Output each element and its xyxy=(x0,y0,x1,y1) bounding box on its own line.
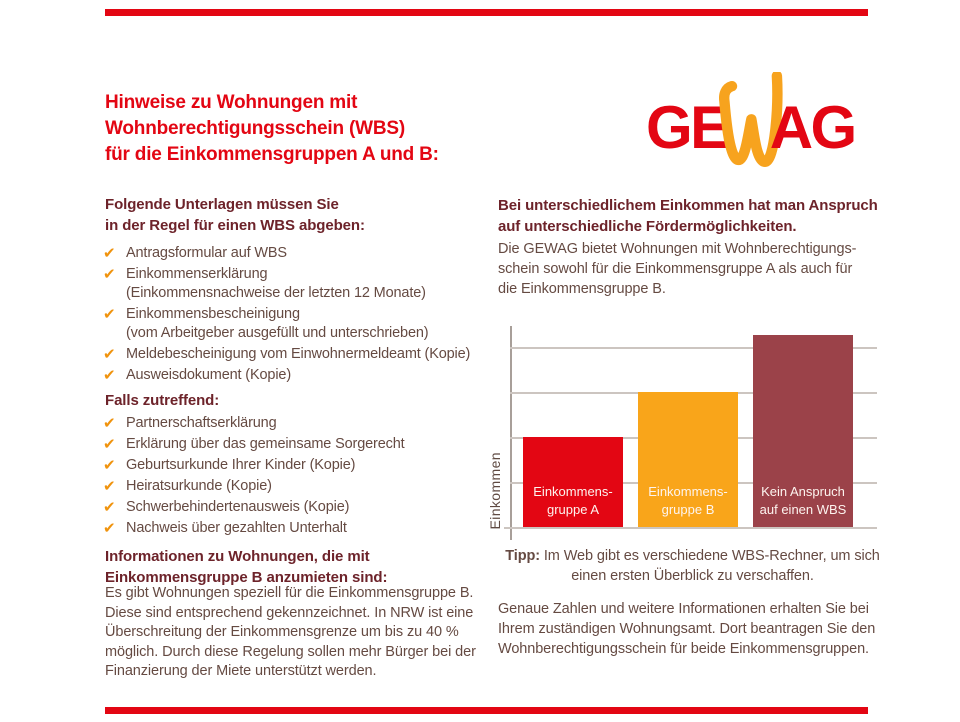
y-axis-label: Einkommen xyxy=(487,452,503,530)
bar-label: Kein Anspruch auf einen WBS xyxy=(759,484,847,517)
tip-label: Tipp: xyxy=(505,548,540,564)
section-heading-group-b-info: Informationen zu Wohnungen, die mit Einkommensgruppe B anzumieten sind: xyxy=(105,548,388,586)
checklist-item: ✔ Ausweisdokument (Kopie) xyxy=(103,367,291,384)
check-icon: ✔ xyxy=(103,367,116,384)
check-icon: ✔ xyxy=(103,245,116,262)
check-icon: ✔ xyxy=(103,499,116,516)
checklist-item: ✔ Einkommensbescheinigung (vom Arbeitgeber ausgefüllt und unterschrieben) xyxy=(103,306,429,341)
closing-paragraph: Genaue Zahlen und weitere Informationen erhalten Sie bei Ihrem zuständigen Wohnungsamt. Dort beantragen Sie den Wohnberechtigungsschein für beide Einkommensgruppen. xyxy=(498,601,876,657)
checklist-item: ✔ Einkommenserklärung (Einkommensnachweise der letzten 12 Monate) xyxy=(103,266,426,301)
check-icon: ✔ xyxy=(103,457,116,474)
checklist-item: ✔ Antragsformular auf WBS xyxy=(103,245,287,262)
income-bar-chart xyxy=(487,320,882,540)
logo-ge-text: GE xyxy=(646,94,728,161)
check-icon: ✔ xyxy=(103,478,116,495)
check-icon: ✔ xyxy=(103,415,116,432)
checklist-item: ✔ Geburtsurkunde Ihrer Kinder (Kopie) xyxy=(103,457,356,474)
bar-label: Einkommens- gruppe B xyxy=(648,484,728,517)
check-icon: ✔ xyxy=(103,436,116,453)
checklist-if-applicable xyxy=(103,414,475,540)
checklist-item: ✔ Heiratsurkunde (Kopie) xyxy=(103,478,272,495)
tip-note: Tipp: Im Web gibt es verschiedene WBS-Rechner, um sich einen ersten Überblick zu verschaffen. xyxy=(505,548,880,584)
section-heading-required-documents: Folgende Unterlagen müssen Sie in der Regel für einen WBS abgeben: xyxy=(105,196,365,234)
check-icon: ✔ xyxy=(103,520,116,537)
gridline-baseline xyxy=(504,527,877,529)
checklist-item: ✔ Meldebescheinigung vom Einwohnermeldeamt (Kopie) xyxy=(103,346,471,363)
check-icon: ✔ xyxy=(103,266,116,283)
bar-label: Einkommens- gruppe A xyxy=(533,484,613,517)
section-heading-if-applicable: Falls zutreffend: xyxy=(105,392,220,409)
y-axis xyxy=(510,326,512,540)
bottom-accent-bar xyxy=(105,707,868,714)
checklist-item: ✔ Schwerbehindertenausweis (Kopie) xyxy=(103,499,350,516)
checklist-required-documents xyxy=(103,244,475,387)
checklist-item: ✔ Partnerschaftserklärung xyxy=(103,415,277,432)
check-icon: ✔ xyxy=(103,306,116,323)
checklist-item: ✔ Nachweis über gezahlten Unterhalt xyxy=(103,520,347,537)
top-accent-bar xyxy=(105,9,868,16)
logo-ag-text: AG xyxy=(769,94,855,161)
section-heading-income-claims: Bei unterschiedlichem Einkommen hat man Anspruch auf unterschiedliche Fördermöglichkeiten. xyxy=(498,197,878,235)
bar-einkommensgruppe-b xyxy=(638,392,738,527)
page-title: Hinweise zu Wohnungen mit Wohnberechtigungsschein (WBS) für die Einkommensgruppen A und B: xyxy=(105,92,439,165)
group-b-info-paragraph: Es gibt Wohnungen speziell für die Einkommensgruppe B. Diese sind entsprechend gekennzeichnet. In NRW ist eine Überschreitung der Einkommensgrenze um bis zu 40 % möglich. Durch diese Regelung sollen mehr Bürger bei der Finanzierung der Miete unterstützt werden. xyxy=(105,585,476,679)
checklist-item: ✔ Erklärung über das gemeinsame Sorgerecht xyxy=(103,436,405,453)
bar-kein-anspruch xyxy=(753,335,853,527)
bar-einkommensgruppe-a xyxy=(523,437,623,527)
gewag-logo xyxy=(646,72,855,176)
intro-paragraph: Die GEWAG bietet Wohnungen mit Wohnberechtigungs- schein sowohl für die Einkommensgruppe A als auch für die Einkommensgruppe B. xyxy=(498,241,857,297)
check-icon: ✔ xyxy=(103,346,116,363)
